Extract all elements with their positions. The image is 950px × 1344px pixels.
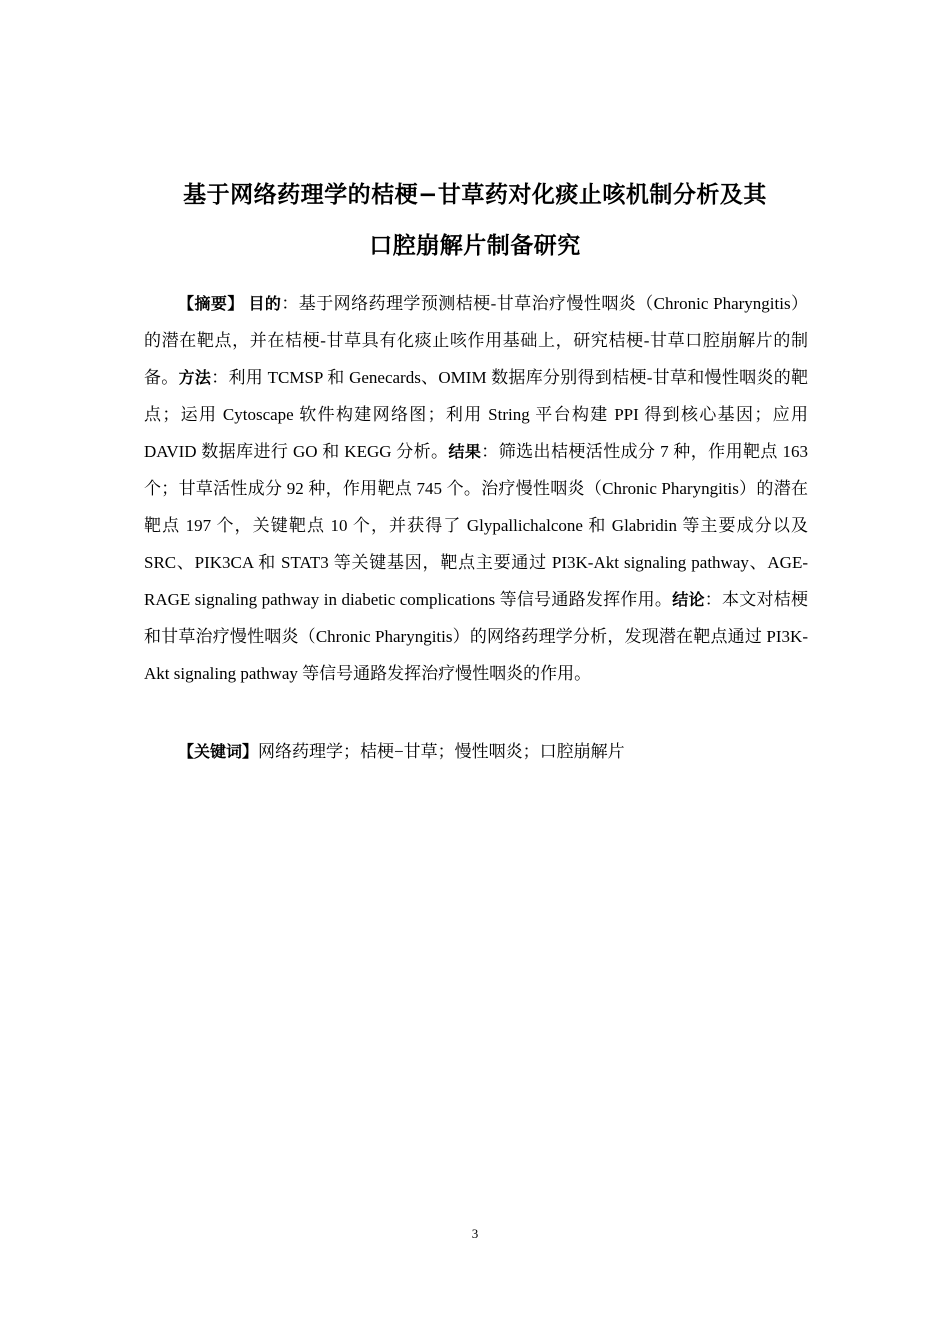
conclusion-label: 结论 — [672, 590, 705, 609]
paper-title-line-2: 口腔崩解片制备研究 — [369, 233, 581, 259]
methods-text: ：利用 TCMSP 和 Genecards、OMIM 数据库分别得到桔梗-甘草和慢性咽炎的靶点；运用 Cytoscape 软件构建网络图；利用 String 平台构建 PPI 得到核心基因；应用 DAVID 数据库进行 GO 和 KEGG 分析。 — [144, 368, 809, 461]
abstract-paragraph — [144, 285, 808, 692]
abstract — [144, 285, 808, 692]
objective-label: 目的 — [248, 294, 282, 313]
methods-label: 方法 — [178, 368, 212, 387]
conclusion-text: ：本文对桔梗和甘草治疗慢性咽炎（Chronic Pharyngitis）的网络药理学分析，发现潜在靶点通过 PI3K-Akt signaling pathway 等信号通路发挥治疗慢性咽炎的作用。 — [144, 590, 808, 683]
objective-text: ：基于网络药理学预测桔梗-甘草治疗慢性咽炎（Chronic Pharyngitis）的潜在靶点，并在桔梗-甘草具有化痰止咳作用基础上，研究桔梗-甘草口腔崩解片的制备。 — [144, 294, 809, 387]
keywords — [178, 733, 818, 770]
results-text: ：筛选出桔梗活性成分 7 种，作用靶点 163 个；甘草活性成分 92 种，作用靶点 745 个。治疗慢性咽炎（Chronic Pharyngitis）的潜在靶点 197 个，关键靶点 10 个，并获得了 Glypallichalcone 和 Glabridin 等主要成分以及 SRC、PIK3CA 和 STAT3 等关键基因，靶点主要通过 PI3K-Akt signaling pathway、AGE-RAGE signaling pathway in diabetic complications 等信号通路发挥作用。 — [144, 442, 808, 609]
results-label: 结果 — [448, 442, 482, 461]
page-number: 3 — [471, 1226, 479, 1241]
abstract-label: 【摘要】 — [178, 294, 244, 313]
paper-title-line-1: 基于网络药理学的桔梗−甘草药对化痰止咳机制分析及其 — [183, 182, 767, 208]
keywords-text: 网络药理学；桔梗−甘草；慢性咽炎；口腔崩解片 — [258, 742, 625, 761]
keywords-label: 【关键词】 — [178, 742, 259, 761]
